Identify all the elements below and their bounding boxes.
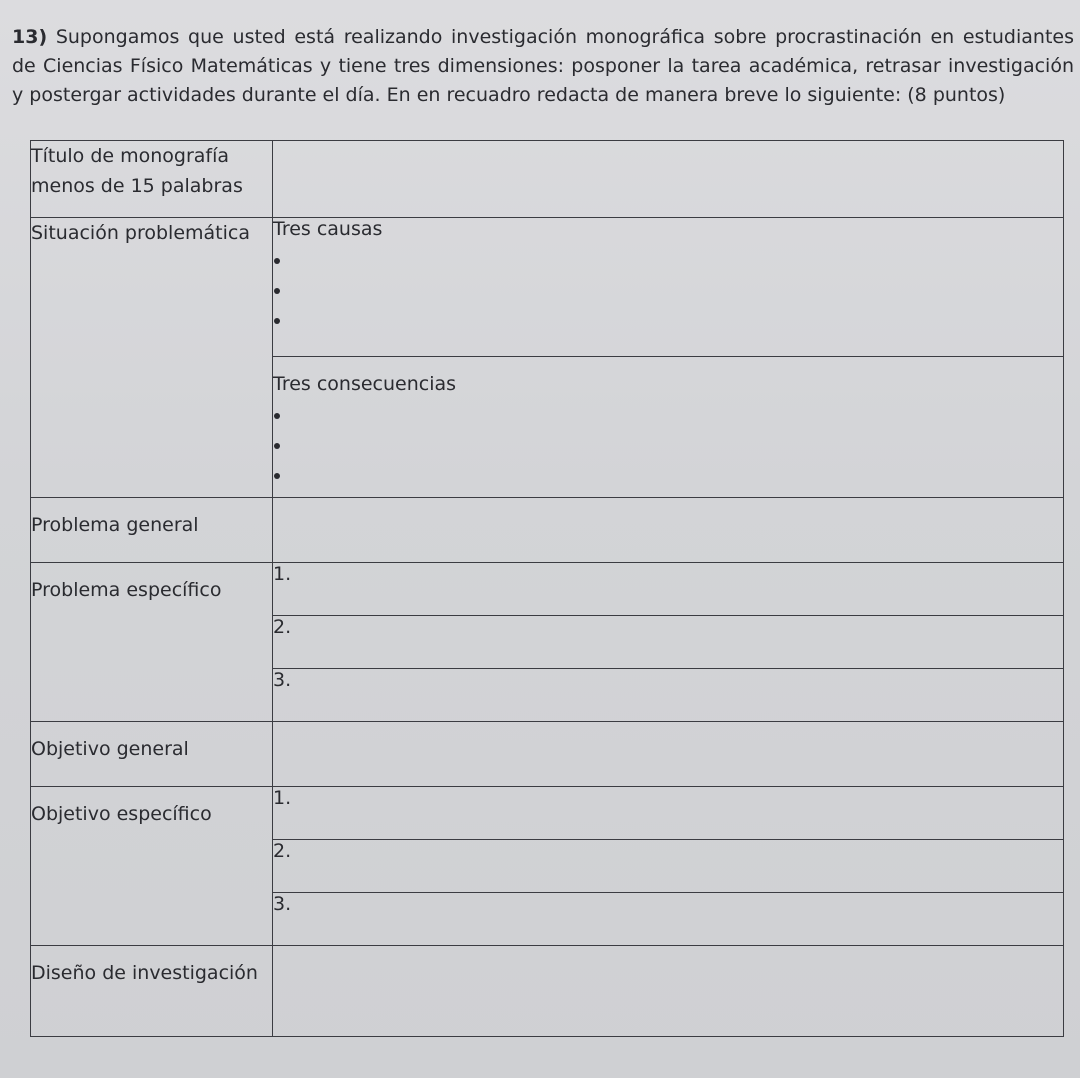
monograph-form-table — [30, 140, 1064, 1037]
problema-especifico-item[interactable]: 2. — [273, 616, 1064, 669]
problema-especifico-label: Problema específico — [31, 563, 273, 722]
row-problema-especifico-1 — [31, 563, 1064, 616]
consecuencias-heading: Tres consecuencias — [273, 373, 457, 395]
row-diseno — [31, 946, 1064, 1037]
causas-answer-cell[interactable] — [273, 218, 1064, 357]
consecuencia-bullet — [293, 403, 1063, 433]
question-number: 13) — [12, 26, 48, 48]
objetivo-general-label: Objetivo general — [31, 722, 273, 787]
consecuencia-bullet — [293, 433, 1063, 463]
consecuencias-answer-cell[interactable] — [273, 357, 1064, 498]
row-objetivo-general — [31, 722, 1064, 787]
causa-bullet — [293, 308, 1063, 338]
causa-bullet — [293, 278, 1063, 308]
problema-especifico-item[interactable]: 3. — [273, 669, 1064, 722]
row-situacion-causas — [31, 218, 1064, 357]
problema-especifico-item[interactable]: 1. — [273, 563, 1064, 616]
causas-heading: Tres causas — [273, 218, 383, 240]
row-problema-general — [31, 498, 1064, 563]
causas-bullet-list — [273, 248, 1063, 338]
situacion-label: Situación problemática — [31, 218, 273, 498]
causa-bullet — [293, 248, 1063, 278]
question-text: Supongamos que usted está realizando investigación monográfica sobre procrastinación en estudiantes de Ciencias Físico Matemáticas y tiene tres dimensiones: posponer la tarea académica, retrasar investigación y postergar actividades durante el día. En en recuadro redacta de manera breve lo siguiente: (8 puntos) — [12, 26, 1074, 106]
objetivo-especifico-item[interactable]: 2. — [273, 840, 1064, 893]
objetivo-general-answer-cell[interactable] — [273, 722, 1064, 787]
objetivo-especifico-item[interactable]: 1. — [273, 787, 1064, 840]
objetivo-especifico-item[interactable]: 3. — [273, 893, 1064, 946]
consecuencias-bullet-list — [273, 403, 1063, 493]
objetivo-especifico-label: Objetivo específico — [31, 787, 273, 946]
consecuencia-bullet — [293, 463, 1063, 493]
question-prompt — [12, 23, 1074, 110]
diseno-answer-cell[interactable] — [273, 946, 1064, 1037]
row-titulo — [31, 141, 1064, 218]
diseno-label: Diseño de investigación — [31, 946, 273, 1037]
row-objetivo-especifico-1 — [31, 787, 1064, 840]
problema-general-answer-cell[interactable] — [273, 498, 1064, 563]
problema-general-label: Problema general — [31, 498, 273, 563]
titulo-label: Título de monografía menos de 15 palabras — [31, 141, 273, 218]
titulo-answer-cell[interactable] — [273, 141, 1064, 218]
